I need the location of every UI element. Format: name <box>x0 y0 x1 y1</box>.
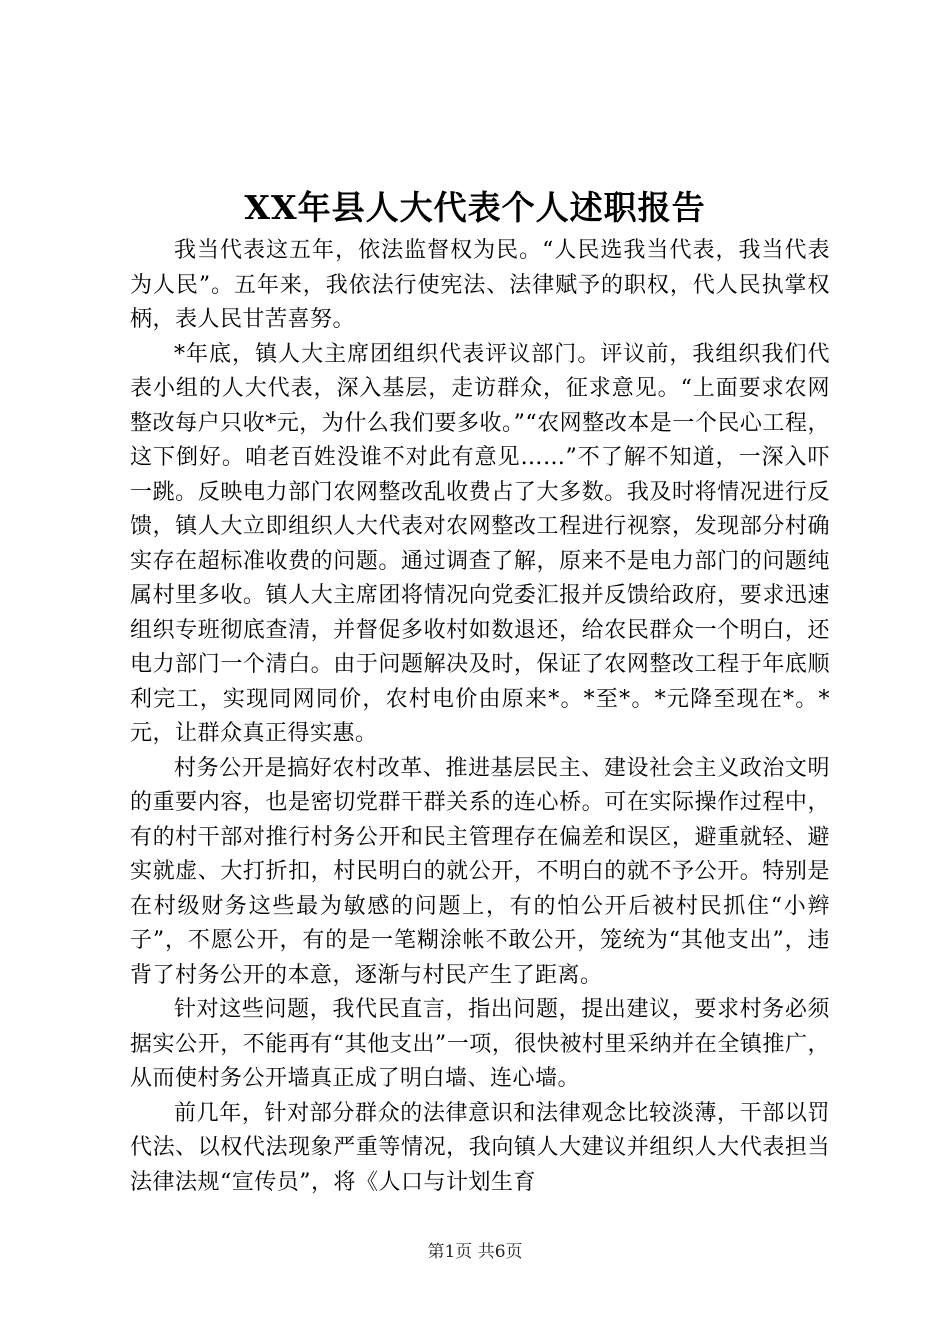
paragraph-1: 我当代表这五年，依法监督权为民。“人民选我当代表，我当代表为人民”。五年来，我依法行使宪法、法律赋予的职权，代人民执掌权柄，表人民甘苦喜努。 <box>130 238 830 332</box>
document-body <box>130 234 830 1200</box>
document-title: XX年县人大代表个人述职报告 <box>244 188 706 227</box>
paragraph-3: 村务公开是搞好农村改革、推进基层民主、建设社会主义政治文明的重要内容，也是密切党群干群关系的连心桥。可在实际操作过程中，有的村干部对推行村务公开和民主管理存在偏差和误区，避重就轻、避实就虚、大打折扣，村民明白的就公开，不明白的就不予公开。特别是在村级财务这些最为敏感的问题上，有的怕公开后被村民抓住“小辫子”，不愿公开，有的是一笔糊涂帐不敢公开，笼统为“其他支出”，违背了村务公开的本意，逐渐与村民产生了距离。 <box>130 755 830 988</box>
paragraph-4: 针对这些问题，我代民直言，指出问题，提出建议，要求村务必须据实公开，不能再有“其他支出”一项，很快被村里采纳并在全镇推广，从而使村务公开墙真正成了明白墙、连心墙。 <box>130 997 830 1091</box>
paragraph-5: 前几年，针对部分群众的法律意识和法律观念比较淡薄，干部以罚代法、以权代法现象严重等情况，我向镇人大建议并组织人大代表担当法律法规“宣传员”，将《人口与计划生育 <box>130 1100 830 1195</box>
page-footer: 第1页 共6页 <box>427 1242 523 1262</box>
paragraph-2: *年底，镇人大主席团组织代表评议部门。评议前，我组织我们代表小组的人大代表，深入基层，走访群众，征求意见。“上面要求农网整改每户只收*元，为什么我们要多收。”“农网整改本是一个民心工程，这下倒好。咱老百姓没谁不对此有意见……”不了解不知道，一深入吓一跳。反映电力部门农网整改乱收费占了大多数。我及时将情况进行反馈，镇人大立即组织人大代表对农网整改工程进行视察，发现部分村确实存在超标准收费的问题。通过调查了解，原来不是电力部门的问题纯属村里多收。镇人大主席团将情况向党委汇报并反馈给政府，要求迅速组织专班彻底查清，并督促多收村如数退还，给农民群众一个明白，还电力部门一个清白。由于问题解决及时，保证了农网整改工程于年底顺利完工，实现同网同价，农村电价由原来*。*至*。*元降至现在*。*元，让群众真正得实惠。 <box>130 341 830 746</box>
